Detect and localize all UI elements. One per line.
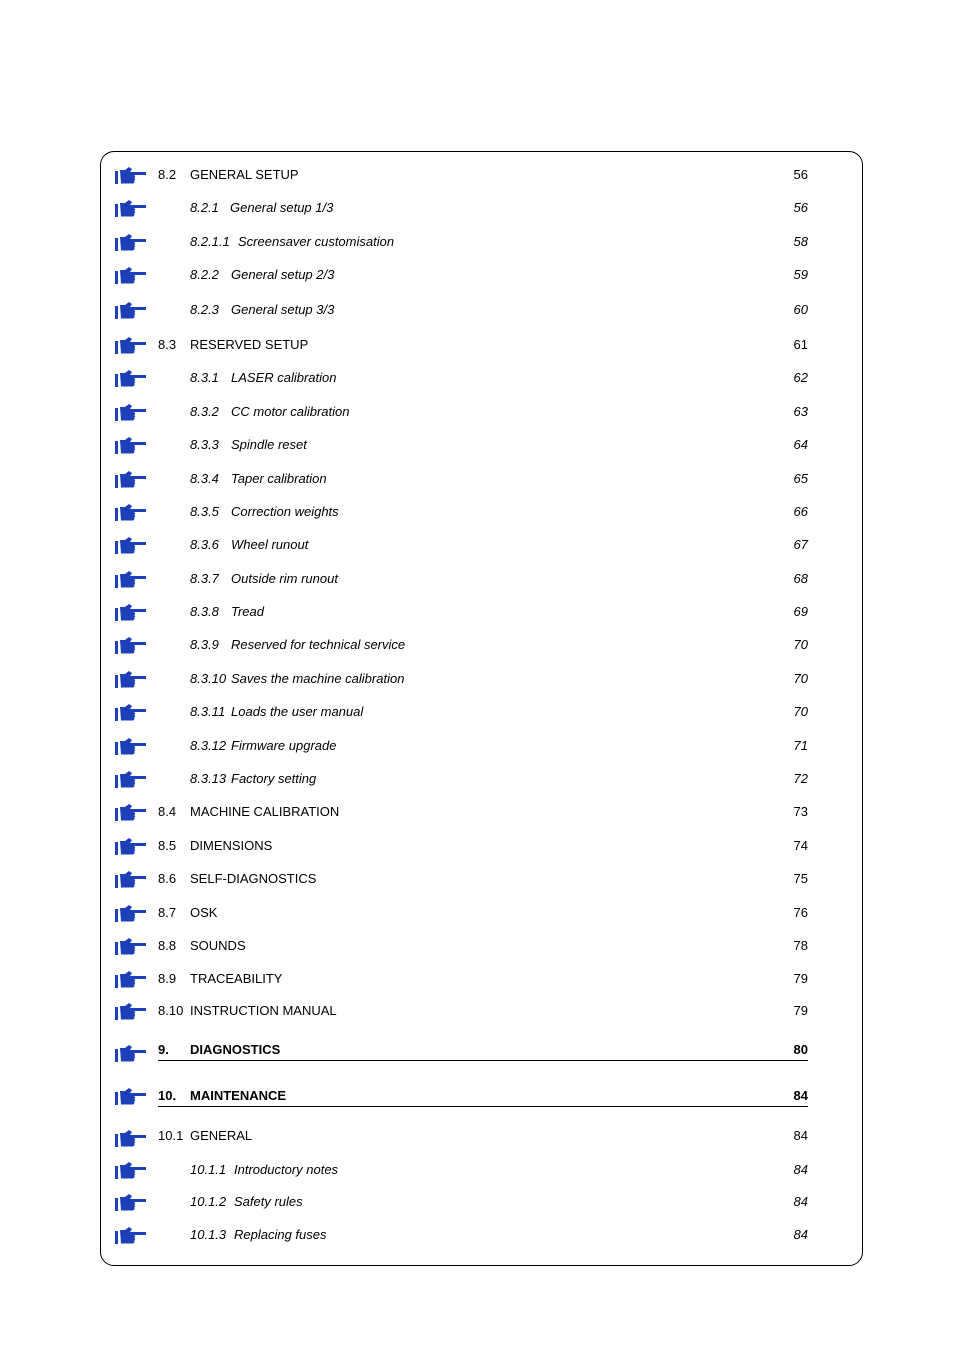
toc-entry-8-3-8[interactable] [0,601,954,623]
toc-page: 65 [793,471,808,486]
toc-page: 59 [793,267,808,282]
pointing-hand-icon [112,736,148,756]
toc-page: 69 [793,604,808,619]
toc-title: Outside rim runout [231,571,338,586]
toc-title: SOUNDS [190,938,246,953]
toc-number: 8.3.3 [190,437,219,452]
pointing-hand-icon [112,1128,148,1148]
toc-page: 70 [793,704,808,719]
toc-title: GENERAL SETUP [190,167,299,182]
pointing-hand-icon [112,769,148,789]
toc-number: 8.2.1.1 [190,234,230,249]
toc-entry-8-3-2[interactable] [0,401,954,423]
toc-title: DIMENSIONS [190,838,273,853]
pointing-hand-icon [112,869,148,889]
toc-title: General setup 1/3 [230,200,334,215]
pointing-hand-icon [112,669,148,689]
toc-page: 79 [793,971,808,986]
pointing-hand-icon [112,368,148,388]
toc-page: 66 [793,504,808,519]
toc-title: MACHINE CALIBRATION [190,804,340,819]
toc-page: 61 [793,337,808,352]
toc-entry-8-6[interactable] [0,868,954,890]
pointing-hand-icon [112,232,148,252]
toc-page: 84 [793,1128,808,1143]
toc-entry-8-2-3[interactable] [0,299,954,321]
pointing-hand-icon [112,1225,148,1245]
toc-entry-8-3-10[interactable] [0,668,954,690]
toc-page: 60 [793,302,808,317]
toc-title: Reserved for technical service [231,637,406,652]
toc-title: Factory setting [231,771,317,786]
toc-title: General setup 3/3 [231,302,335,317]
pointing-hand-icon [112,702,148,722]
toc-title: RESERVED SETUP [190,337,309,352]
toc-title: Introductory notes [234,1162,339,1177]
toc-title: INSTRUCTION MANUAL [190,1003,337,1018]
toc-title: Saves the machine calibration [231,671,405,686]
toc-number: 8.7 [158,905,177,920]
pointing-hand-icon [112,569,148,589]
toc-entry-10-1-3[interactable] [0,1224,954,1246]
toc-number: 8.2 [158,167,177,182]
toc-chapter-10[interactable] [0,1085,954,1107]
toc-number: 8.2.3 [190,302,219,317]
toc-number: 8.3.6 [190,537,219,552]
toc-page: 72 [793,771,808,786]
toc-entry-8-3-13[interactable] [0,768,954,790]
toc-number: 8.2.1 [190,200,219,215]
toc-number: 8.8 [158,938,177,953]
toc-title: LASER calibration [231,370,337,385]
toc-number: 8.3 [158,337,177,352]
pointing-hand-icon [112,635,148,655]
toc-page: 76 [793,905,808,920]
toc-title: OSK [190,905,218,920]
toc-number: 8.10 [158,1003,184,1018]
toc-title: TRACEABILITY [190,971,283,986]
toc-entry-8-5[interactable] [0,835,954,857]
pointing-hand-icon [112,198,148,218]
toc-entry-8-4[interactable] [0,801,954,823]
toc-title: MAINTENANCE [190,1088,287,1103]
toc-page: 75 [793,871,808,886]
toc-page: 64 [793,437,808,452]
toc-title: Screensaver customisation [238,234,395,249]
toc-page: 56 [793,167,808,182]
toc-number: 8.3.4 [190,471,219,486]
toc-entry-8-3-11[interactable] [0,701,954,723]
pointing-hand-icon [112,1043,148,1063]
toc-entry-8-2-1-1[interactable] [0,231,954,253]
toc-entry-8-8[interactable] [0,935,954,957]
toc-number: 10.1.3 [190,1227,227,1242]
toc-entry-10-1-2[interactable] [0,1191,954,1213]
toc-number: 8.3.11 [190,704,226,719]
toc-number: 8.6 [158,871,177,886]
pointing-hand-icon [112,1001,148,1021]
toc-entry-8-3[interactable] [0,334,954,356]
toc-entry-8-3-7[interactable] [0,568,954,590]
toc-title: Spindle reset [231,437,307,452]
toc-entry-8-2-2[interactable] [0,264,954,286]
pointing-hand-icon [112,502,148,522]
toc-number: 8.5 [158,838,177,853]
pointing-hand-icon [112,1086,148,1106]
toc-title: Loads the user manual [231,704,364,719]
toc-entry-8-3-6[interactable] [0,534,954,556]
pointing-hand-icon [112,300,148,320]
toc-entry-8-2[interactable] [0,164,954,186]
toc-number: 8.3.10 [190,671,227,686]
toc-title: General setup 2/3 [231,267,335,282]
toc-entry-10-1-1[interactable] [0,1159,954,1181]
pointing-hand-icon [112,936,148,956]
toc-number: 8.3.8 [190,604,219,619]
chapter-underline [158,1060,808,1061]
pointing-hand-icon [112,265,148,285]
toc-entry-8-3-12[interactable] [0,735,954,757]
toc-page: 84 [793,1227,808,1242]
toc-number: 8.3.7 [190,571,219,586]
toc-number: 10.1 [158,1128,184,1143]
toc-title: Taper calibration [231,471,327,486]
toc-title: Correction weights [231,504,339,519]
toc-title: Safety rules [234,1194,303,1209]
toc-title: Wheel runout [231,537,309,552]
toc-entry-8-3-1[interactable] [0,367,954,389]
toc-entry-8-7[interactable] [0,902,954,924]
toc-page: 74 [793,838,808,853]
pointing-hand-icon [112,903,148,923]
toc-page: 84 [793,1162,808,1177]
toc-number: 8.3.13 [190,771,227,786]
toc-title: Replacing fuses [234,1227,327,1242]
toc-number: 8.3.5 [190,504,219,519]
toc-page: 84 [793,1194,808,1209]
toc-page: 67 [793,537,808,552]
pointing-hand-icon [112,435,148,455]
toc-page: 56 [793,200,808,215]
pointing-hand-icon [112,1160,148,1180]
toc-page: 79 [793,1003,808,1018]
toc-number: 8.3.9 [190,637,219,652]
toc-number: 8.3.1 [190,370,219,385]
toc-entry-8-2-1[interactable] [0,197,954,219]
toc-chapter-9[interactable] [0,1039,954,1061]
toc-title: Firmware upgrade [231,738,337,753]
toc-page: 62 [793,370,808,385]
pointing-hand-icon [112,836,148,856]
toc-page: 68 [793,571,808,586]
toc-number: 8.9 [158,971,177,986]
toc-page: 58 [793,234,808,249]
toc-title: Tread [231,604,264,619]
pointing-hand-icon [112,602,148,622]
toc-number: 10. [158,1088,177,1103]
toc-page: 71 [793,738,808,753]
toc-page: 70 [793,637,808,652]
toc-number: 8.3.12 [190,738,227,753]
toc-entry-8-3-9[interactable] [0,634,954,656]
toc-number: 8.2.2 [190,267,219,282]
toc-title: CC motor calibration [231,404,350,419]
pointing-hand-icon [112,969,148,989]
chapter-underline [158,1106,808,1107]
pointing-hand-icon [112,165,148,185]
toc-page: 78 [793,938,808,953]
toc-page: 84 [793,1088,808,1103]
toc-number: 9. [158,1042,169,1057]
pointing-hand-icon [112,335,148,355]
pointing-hand-icon [112,402,148,422]
toc-number: 10.1.2 [190,1194,227,1209]
toc-entry-8-3-5[interactable] [0,501,954,523]
toc-number: 8.4 [158,804,177,819]
toc-page: 73 [793,804,808,819]
toc-title: SELF-DIAGNOSTICS [190,871,317,886]
pointing-hand-icon [112,535,148,555]
toc-title: GENERAL [190,1128,253,1143]
toc-entry-8-3-4[interactable] [0,468,954,490]
pointing-hand-icon [112,1192,148,1212]
pointing-hand-icon [112,802,148,822]
toc-page: 80 [793,1042,808,1057]
toc-entry-8-9[interactable] [0,968,954,990]
toc-title: DIAGNOSTICS [190,1042,281,1057]
pointing-hand-icon [112,469,148,489]
toc-number: 8.3.2 [190,404,219,419]
toc-page: 70 [793,671,808,686]
toc-page: 63 [793,404,808,419]
toc-entry-8-10[interactable] [0,1000,954,1022]
toc-number: 10.1.1 [190,1162,227,1177]
toc-entry-8-3-3[interactable] [0,434,954,456]
toc-entry-10-1[interactable] [0,1125,954,1147]
